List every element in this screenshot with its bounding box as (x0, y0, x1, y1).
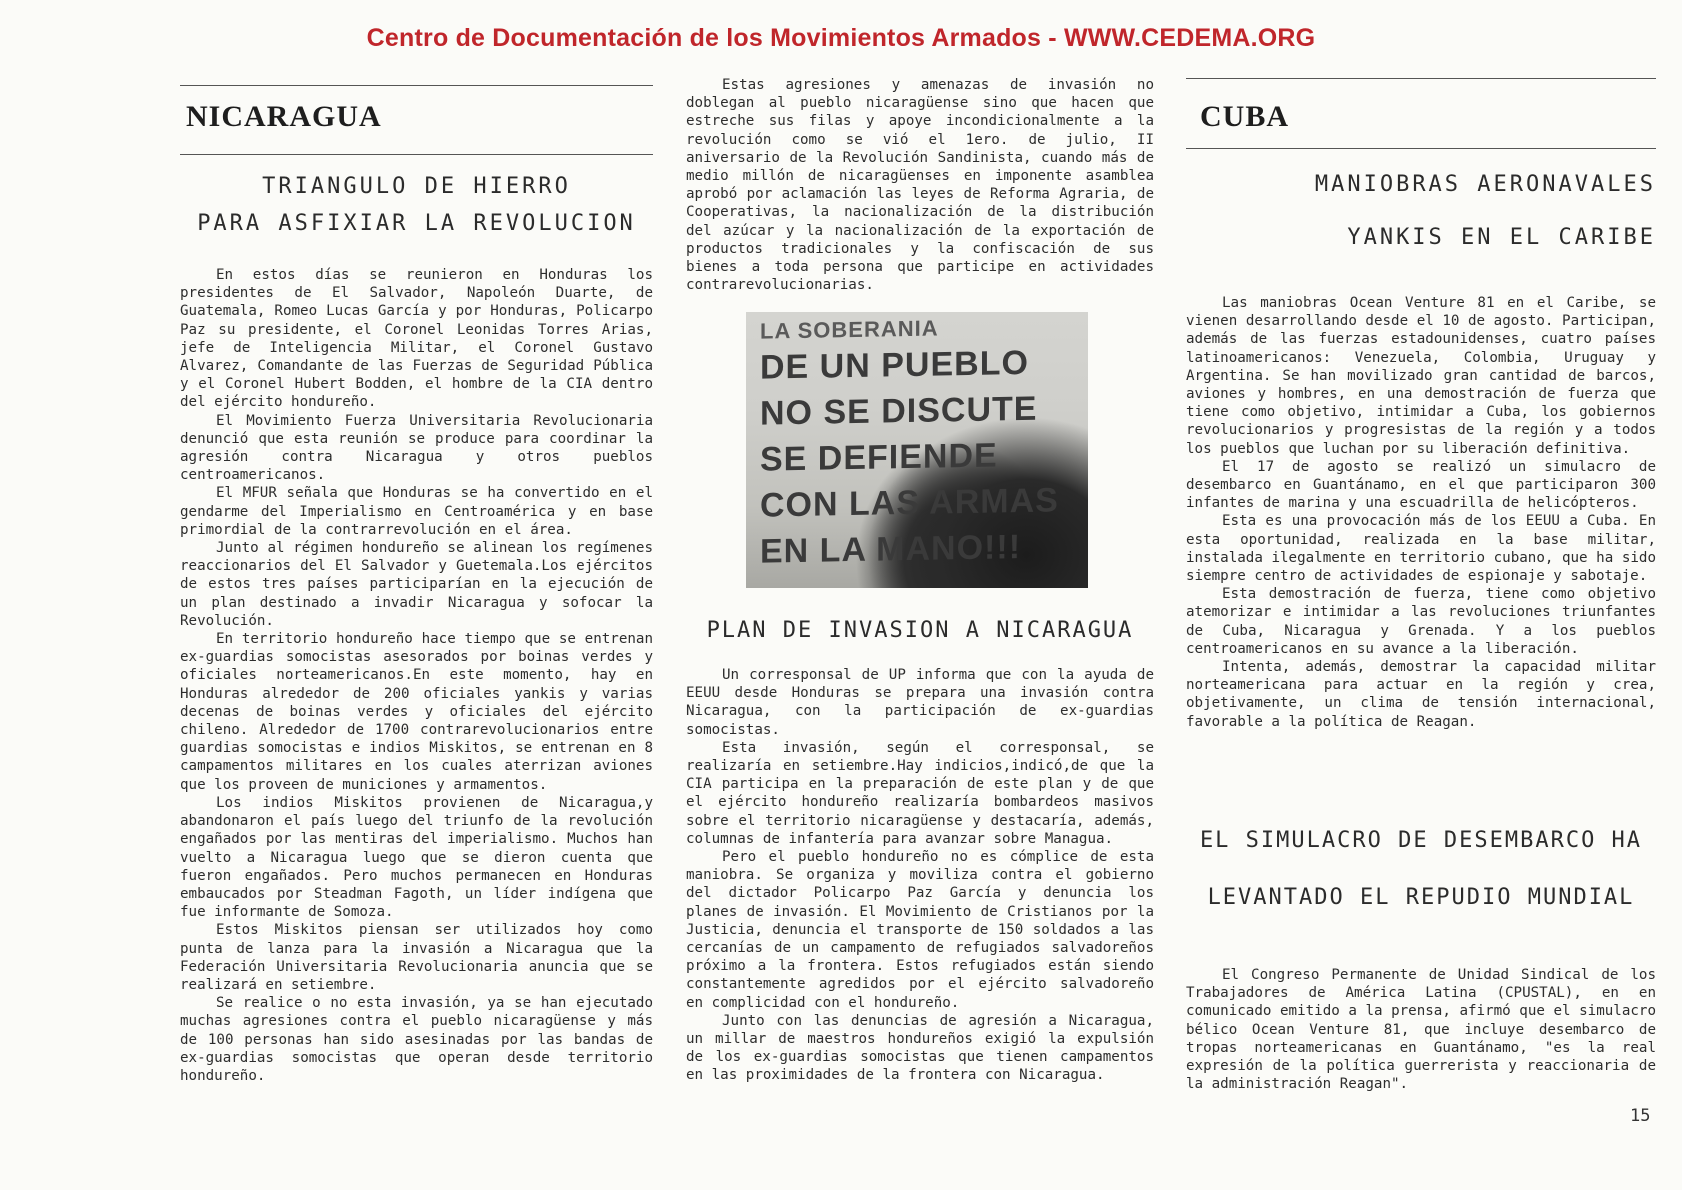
headline-line: YANKIS EN EL CARIBE (1347, 225, 1656, 250)
section-title-nicaragua: NICARAGUA (186, 100, 382, 133)
paragraph: Intenta, además, demostrar la capacidad militar norteamericana para actuar en la región y crea, objetivamente, un clima de tensión internacional, favorable a la política de Reagan. (1186, 659, 1656, 730)
section-rule-right (1186, 148, 1656, 149)
photo-line: EN LA MANO!!! (760, 528, 1022, 571)
photo-line: SE DEFIENDE (760, 436, 998, 479)
top-rule-left (180, 85, 653, 86)
paragraph: Las maniobras Ocean Venture 81 en el Caribe, se vienen desarrollando desde el 10 de agosto. Participan, además de las fuerzas estadounidenses, cuatro países latinoamericanos: Venezuela, Colombia, Uruguay y Argentina. Se han movilizado gran cantidad de barcos, aviones y hombres, en una demostración de fuerza que tiene como objetivo, intimidar a Cuba, los gobiernos revolucionarios y progresistas de la región y a todos los pueblos que luchan por su liberación definitiva. (1186, 295, 1656, 457)
headline-line: LEVANTADO EL REPUDIO MUNDIAL (1207, 885, 1635, 910)
headline-line: PARA ASFIXIAR LA REVOLUCION (197, 211, 636, 236)
paragraph: Esta invasión, según el corresponsal, se realizaría en setiembre.Hay indicios,indicó,de que la CIA participa en la preparación de este plan y de que el ejército hondureño realizaría bombardeos masivos sobre el territorio nicaragüense y destacaría, además, columnas de infantería para avanzar sobre Managua. (686, 739, 1154, 847)
paragraph: El Movimiento Fuerza Universitaria Revolucionaria denunció que esta reunión se produce para coordinar la agresión contra Nicaragua y otros pueblos centroamericanos. (180, 412, 653, 484)
protest-photo (746, 312, 1088, 588)
paragraph: Estos Miskitos piensan ser utilizados hoy como punta de lanza para la invasión a Nicaragua que la Federación Universitaria Revolucionaria anuncia que se realizará en setiembre. (180, 922, 653, 993)
paragraph: Se realice o no esta invasión, ya se han ejecutado muchas agresiones contra el pueblo nicaragüense y más de 100 personas han sido asesinadas por las bandas de ex-guardias somocistas que operan desde territorio hondureño. (180, 995, 653, 1084)
paragraph: Junto al régimen hondureño se alinean los regímenes reaccionarios del El Salvador y Guetemala.Los ejércitos de estos tres países participarían en la ejecución de un plan destinado a invadir Nicaragua y sofocar la Revolución. (180, 540, 653, 629)
page-number: 15 (1630, 1106, 1651, 1126)
photo-line: CON LAS ARMAS (760, 481, 1059, 525)
paragraph: Estas agresiones y amenazas de invasión no doblegan al pueblo nicaragüense sino que hacen que estreche sus filas y apoye incondicionalmente a la revolución como se vió el 1ero. de julio, II aniversario de la Revolución Sandinista, cuando más de medio millón de nicaragüenses en imponente asamblea aprobó por aclamación las leyes de Reforma Agraria, de Cooperativas, la nacionalización de la distribución del azúcar y la nacionalización de la exportación de productos tradicionales y la confiscación de sus bienes a toda persona que participe en actividades contrarevolucionarias. (686, 77, 1154, 294)
headline-triangulo (180, 174, 653, 236)
paragraph: Junto con las denuncias de agresión a Nicaragua, un millar de maestros hondureños exigió la expulsión de los ex-guardias somocistas que tienen campamentos en las proximidades de la frontera con Nicaragua. (686, 1012, 1154, 1084)
headline-line: TRIANGULO DE HIERRO (262, 174, 571, 199)
headline-line: MANIOBRAS AERONAVALES (1314, 172, 1656, 197)
article-agresiones-body (686, 76, 1154, 294)
photo-banner-text (760, 313, 1059, 574)
paragraph: El MFUR señala que Honduras se ha convertido en el gendarme del Imperialismo en Centroamérica y en base primordial de la contrarrevolución en el área. (180, 485, 653, 538)
section-title-cuba: CUBA (1200, 100, 1290, 133)
paragraph: Un corresponsal de UP informa que con la ayuda de EEUU desde Honduras se prepara una invasión contra Nicaragua, con la participación de ex-guardias somocistas. (686, 667, 1154, 738)
photo-line: LA SOBERANIA (760, 315, 939, 344)
photo-line: NO SE DISCUTE (760, 389, 1038, 433)
cedema-banner: Centro de Documentación de los Movimientos Armados - WWW.CEDEMA.ORG (366, 24, 1316, 52)
paragraph: Pero el pueblo hondureño no es cómplice de esta maniobra. Se organiza y moviliza contra el gobierno del dictador Policarpo Paz García y denuncia los planes de invasión. El Movimiento de Cristianos por la Justicia, denuncia el transporte de 150 soldados a las cercanías de un campamento de refugiados salvadoreños próximo a la frontera. Estos refugiados están siendo constantemente agredidos por el ejército salvadoreño en complicidad con el hondureño. (686, 849, 1154, 1011)
paragraph: Esta demostración de fuerza, tiene como objetivo atemorizar e intimidar a las revoluciones triunfantes de Cuba, Nicaragua y Grenada. Y a los pueblos centroamericanos en su avance a la liberación. (1186, 586, 1656, 657)
section-rule-left (180, 154, 653, 155)
paragraph: El 17 de agosto se realizó un simulacro de desembarco en Guantánamo, en el que participaron 300 infantes de marina y una escuadrilla de helicópteros. (1186, 458, 1656, 512)
paragraph: Esta es una provocación más de los EEUU a Cuba. En esta oportunidad, realizada en la base militar, instalada ilegalmente en territorio cubano, que ha sido siempre centro de actividades de espionaje y sabotaje. (1186, 513, 1656, 585)
headline-simulacro (1186, 828, 1656, 910)
top-rule-right (1186, 78, 1656, 79)
article-maniobras-body (1186, 294, 1656, 731)
photo-line: DE UN PUEBLO (760, 343, 1029, 387)
article-triangulo-body (180, 266, 653, 1085)
headline-plan-invasion: PLAN DE INVASION A NICARAGUA (706, 618, 1134, 643)
paragraph: En territorio hondureño hace tiempo que se entrenan ex-guardias somocistas asesorados por boinas verdes y oficiales norteamericanos.En este momento, hay en Honduras alrededor de 200 oficiales yankis y varias decenas de boinas verdes y oficiales del ejército chileno. Alrededor de 1700 contrarevolucionarios entre guardias somocistas e indios Miskitos, se entrenan en 8 campamentos militares en los cuales aterrizan aviones que los proveen de municiones y armamentos. (180, 631, 653, 793)
article-plan-invasion-body (686, 666, 1154, 1085)
paragraph: Los indios Miskitos provienen de Nicaragua,y abandonaron el país luego del triunfo de la revolución engañados por las mentiras del imperialismo. Muchos han vuelto a Nicaragua luego que se dieron cuenta que fueron engañados. Pero muchos permanecen en Honduras embaucados por Steadman Fagoth, un líder indígena que fue informante de Somoza. (180, 794, 653, 921)
headline-maniobras (1186, 172, 1656, 250)
headline-line: EL SIMULACRO DE DESEMBARCO HA (1199, 828, 1643, 853)
article-simulacro-body (1186, 966, 1656, 1093)
paragraph: En estos días se reunieron en Honduras los presidentes de El Salvador, Napoleón Duarte, de Guatemala, Romeo Lucas García y por Honduras, Policarpo Paz su presidente, el Coronel Leonidas Torres Arias, jefe de Inteligencia Militar, el Coronel Gustavo Alvarez, Comandante de las Fuerzas de Seguridad Pública y el Coronel Hubert Bodden, el hombre de la CIA dentro del ejército hondureño. (180, 267, 653, 411)
paragraph: El Congreso Permanente de Unidad Sindical de los Trabajadores de América Latina (CPUSTAL), en en comunicado emitido a la prensa, afirmó que el simulacro bélico Ocean Venture 81, que incluye desembarco de tropas norteamericanas en Guantánamo, "es la real expresión de la política guerrerista y reaccionaria de la administración Reagan". (1186, 967, 1656, 1093)
